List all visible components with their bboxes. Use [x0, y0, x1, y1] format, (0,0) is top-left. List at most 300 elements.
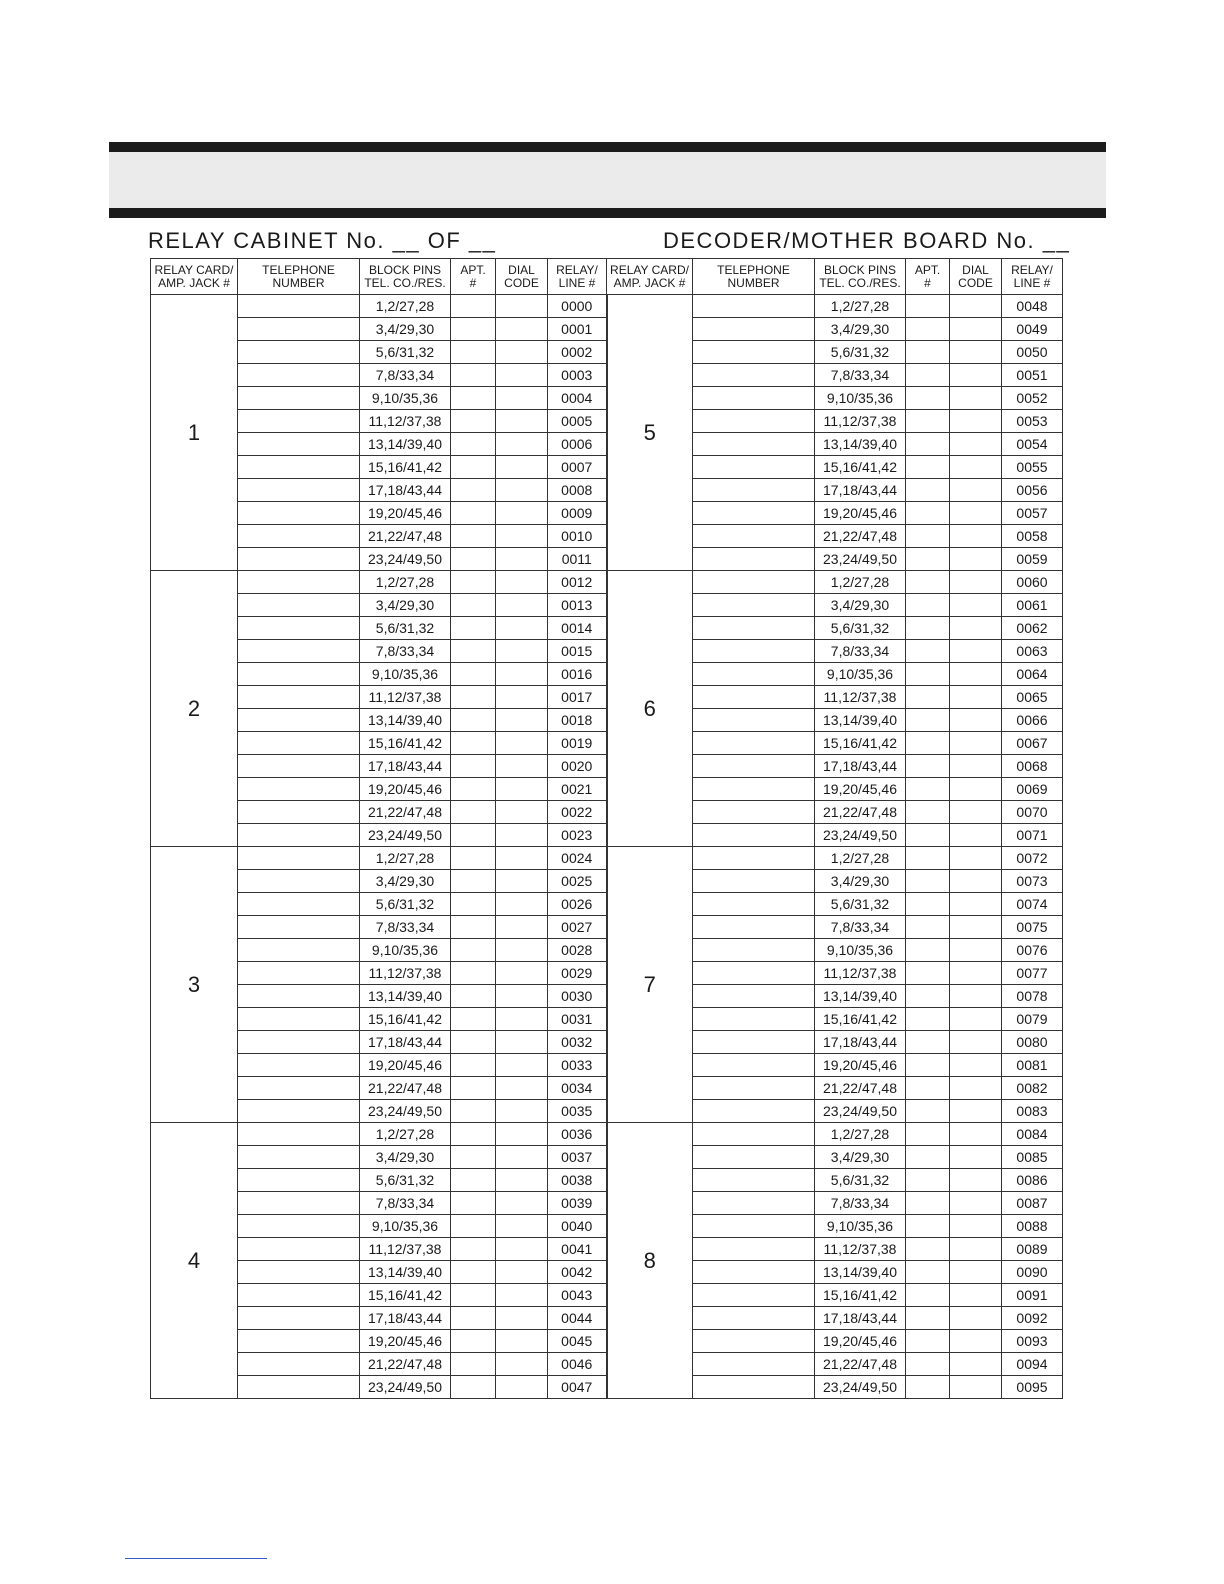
- apt-cell[interactable]: [906, 387, 950, 410]
- block-pins-cell: 19,20/45,46: [815, 502, 906, 525]
- telephone-number-cell[interactable]: [693, 318, 815, 341]
- relay-line-cell: 0071: [1002, 824, 1063, 847]
- apt-cell[interactable]: [906, 1215, 950, 1238]
- apt-cell[interactable]: [451, 318, 496, 341]
- apt-cell[interactable]: [451, 341, 496, 364]
- telephone-number-cell[interactable]: [238, 1031, 360, 1054]
- dial-code-cell[interactable]: [950, 755, 1002, 778]
- dial-code-cell[interactable]: [950, 341, 1002, 364]
- apt-cell[interactable]: [451, 456, 496, 479]
- dial-code-cell[interactable]: [496, 893, 548, 916]
- apt-cell[interactable]: [451, 1077, 496, 1100]
- dial-code-cell[interactable]: [950, 893, 1002, 916]
- apt-cell[interactable]: [451, 801, 496, 824]
- dial-code-cell[interactable]: [496, 1376, 548, 1399]
- telephone-number-cell[interactable]: [693, 1353, 815, 1376]
- apt-cell[interactable]: [906, 663, 950, 686]
- telephone-number-cell[interactable]: [238, 548, 360, 571]
- block-pins-cell: 19,20/45,46: [360, 1054, 451, 1077]
- apt-cell[interactable]: [451, 939, 496, 962]
- apt-cell[interactable]: [906, 525, 950, 548]
- dial-code-cell[interactable]: [496, 939, 548, 962]
- telephone-number-cell[interactable]: [238, 939, 360, 962]
- apt-cell[interactable]: [906, 755, 950, 778]
- apt-cell[interactable]: [906, 318, 950, 341]
- telephone-number-cell[interactable]: [693, 617, 815, 640]
- dial-code-cell[interactable]: [496, 824, 548, 847]
- telephone-number-cell[interactable]: [693, 341, 815, 364]
- dial-code-cell[interactable]: [950, 456, 1002, 479]
- apt-cell[interactable]: [451, 709, 496, 732]
- telephone-number-cell[interactable]: [693, 1284, 815, 1307]
- telephone-number-cell[interactable]: [693, 1238, 815, 1261]
- relay-line-cell: 0079: [1002, 1008, 1063, 1031]
- apt-cell[interactable]: [451, 985, 496, 1008]
- telephone-number-cell[interactable]: [693, 893, 815, 916]
- apt-cell[interactable]: [906, 594, 950, 617]
- telephone-number-cell[interactable]: [693, 1376, 815, 1399]
- dial-code-cell[interactable]: [496, 1169, 548, 1192]
- telephone-number-cell[interactable]: [238, 525, 360, 548]
- telephone-number-cell[interactable]: [238, 962, 360, 985]
- dial-code-cell[interactable]: [950, 663, 1002, 686]
- dial-code-cell[interactable]: [496, 1330, 548, 1353]
- telephone-number-cell[interactable]: [238, 410, 360, 433]
- telephone-number-cell[interactable]: [238, 985, 360, 1008]
- apt-cell[interactable]: [451, 617, 496, 640]
- dial-code-cell[interactable]: [496, 732, 548, 755]
- dial-code-cell[interactable]: [496, 364, 548, 387]
- dial-code-cell[interactable]: [950, 525, 1002, 548]
- apt-cell[interactable]: [906, 1330, 950, 1353]
- telephone-number-cell[interactable]: [693, 847, 815, 870]
- apt-cell[interactable]: [451, 755, 496, 778]
- dial-code-cell[interactable]: [496, 1307, 548, 1330]
- dial-code-cell[interactable]: [496, 456, 548, 479]
- telephone-number-cell[interactable]: [238, 479, 360, 502]
- apt-cell[interactable]: [906, 847, 950, 870]
- telephone-number-cell[interactable]: [238, 387, 360, 410]
- apt-cell[interactable]: [451, 1169, 496, 1192]
- telephone-number-cell[interactable]: [238, 1008, 360, 1031]
- apt-cell[interactable]: [906, 686, 950, 709]
- telephone-number-cell[interactable]: [693, 824, 815, 847]
- dial-code-cell[interactable]: [950, 686, 1002, 709]
- apt-cell[interactable]: [451, 548, 496, 571]
- dial-code-cell[interactable]: [496, 1100, 548, 1123]
- dial-code-cell[interactable]: [496, 686, 548, 709]
- dial-code-cell[interactable]: [950, 1261, 1002, 1284]
- apt-cell[interactable]: [906, 571, 950, 594]
- apt-cell[interactable]: [906, 640, 950, 663]
- dial-code-cell[interactable]: [950, 1054, 1002, 1077]
- telephone-number-cell[interactable]: [693, 1008, 815, 1031]
- telephone-number-cell[interactable]: [238, 1307, 360, 1330]
- dial-code-cell[interactable]: [496, 778, 548, 801]
- apt-cell[interactable]: [451, 824, 496, 847]
- telephone-number-cell[interactable]: [693, 1146, 815, 1169]
- apt-cell[interactable]: [451, 1330, 496, 1353]
- apt-cell[interactable]: [906, 1376, 950, 1399]
- apt-cell[interactable]: [451, 1008, 496, 1031]
- telephone-number-cell[interactable]: [693, 962, 815, 985]
- apt-cell[interactable]: [451, 1307, 496, 1330]
- dial-code-cell[interactable]: [950, 916, 1002, 939]
- apt-cell[interactable]: [906, 709, 950, 732]
- telephone-number-cell[interactable]: [693, 663, 815, 686]
- apt-cell[interactable]: [451, 778, 496, 801]
- apt-cell[interactable]: [906, 548, 950, 571]
- dial-code-cell[interactable]: [950, 295, 1002, 318]
- apt-cell[interactable]: [906, 433, 950, 456]
- telephone-number-cell[interactable]: [238, 1100, 360, 1123]
- telephone-number-cell[interactable]: [238, 341, 360, 364]
- telephone-number-cell[interactable]: [238, 663, 360, 686]
- dial-code-cell[interactable]: [496, 479, 548, 502]
- relay-line-cell: 0087: [1002, 1192, 1063, 1215]
- dial-code-cell[interactable]: [496, 1077, 548, 1100]
- telephone-number-cell[interactable]: [238, 1238, 360, 1261]
- apt-cell[interactable]: [906, 1169, 950, 1192]
- dial-code-cell[interactable]: [950, 594, 1002, 617]
- dial-code-cell[interactable]: [496, 594, 548, 617]
- apt-cell[interactable]: [906, 778, 950, 801]
- apt-cell[interactable]: [906, 617, 950, 640]
- apt-cell[interactable]: [451, 732, 496, 755]
- telephone-number-cell[interactable]: [693, 755, 815, 778]
- telephone-number-cell[interactable]: [238, 1261, 360, 1284]
- apt-cell[interactable]: [906, 1123, 950, 1146]
- dial-code-cell[interactable]: [496, 433, 548, 456]
- dial-code-cell[interactable]: [496, 410, 548, 433]
- dial-code-cell[interactable]: [496, 617, 548, 640]
- telephone-number-cell[interactable]: [238, 1169, 360, 1192]
- dial-code-cell[interactable]: [496, 295, 548, 318]
- dial-code-cell[interactable]: [950, 939, 1002, 962]
- apt-cell[interactable]: [451, 571, 496, 594]
- dial-code-cell[interactable]: [496, 847, 548, 870]
- dial-code-cell[interactable]: [496, 1284, 548, 1307]
- apt-cell[interactable]: [906, 479, 950, 502]
- telephone-number-cell[interactable]: [238, 916, 360, 939]
- apt-cell[interactable]: [451, 1031, 496, 1054]
- apt-cell[interactable]: [906, 341, 950, 364]
- telephone-number-cell[interactable]: [238, 686, 360, 709]
- telephone-number-cell[interactable]: [693, 1192, 815, 1215]
- telephone-number-cell[interactable]: [693, 571, 815, 594]
- dial-code-cell[interactable]: [496, 1008, 548, 1031]
- apt-cell[interactable]: [906, 1261, 950, 1284]
- apt-cell[interactable]: [906, 1284, 950, 1307]
- dial-code-cell[interactable]: [950, 1353, 1002, 1376]
- dial-code-cell[interactable]: [496, 640, 548, 663]
- dial-code-cell[interactable]: [950, 847, 1002, 870]
- dial-code-cell[interactable]: [950, 1077, 1002, 1100]
- telephone-number-cell[interactable]: [238, 1215, 360, 1238]
- telephone-number-cell[interactable]: [238, 1330, 360, 1353]
- telephone-number-cell[interactable]: [693, 686, 815, 709]
- apt-cell[interactable]: [451, 1146, 496, 1169]
- telephone-number-cell[interactable]: [693, 1261, 815, 1284]
- dial-code-cell[interactable]: [950, 1307, 1002, 1330]
- apt-cell[interactable]: [451, 364, 496, 387]
- dial-code-cell[interactable]: [496, 1238, 548, 1261]
- dial-code-cell[interactable]: [950, 1238, 1002, 1261]
- apt-cell[interactable]: [906, 1100, 950, 1123]
- apt-cell[interactable]: [451, 1192, 496, 1215]
- telephone-number-cell[interactable]: [238, 1054, 360, 1077]
- apt-cell[interactable]: [906, 939, 950, 962]
- apt-cell[interactable]: [451, 1353, 496, 1376]
- apt-cell[interactable]: [451, 525, 496, 548]
- apt-cell[interactable]: [906, 916, 950, 939]
- dial-code-cell[interactable]: [496, 916, 548, 939]
- telephone-number-cell[interactable]: [693, 870, 815, 893]
- dial-code-cell[interactable]: [496, 1054, 548, 1077]
- telephone-number-cell[interactable]: [238, 594, 360, 617]
- apt-cell[interactable]: [906, 295, 950, 318]
- dial-code-cell[interactable]: [950, 870, 1002, 893]
- dial-code-cell[interactable]: [950, 1169, 1002, 1192]
- apt-cell[interactable]: [906, 1077, 950, 1100]
- apt-cell[interactable]: [451, 916, 496, 939]
- telephone-number-cell[interactable]: [693, 479, 815, 502]
- apt-cell[interactable]: [451, 663, 496, 686]
- apt-cell[interactable]: [451, 594, 496, 617]
- apt-cell[interactable]: [906, 456, 950, 479]
- dial-code-cell[interactable]: [950, 1215, 1002, 1238]
- telephone-number-cell[interactable]: [693, 1169, 815, 1192]
- dial-code-cell[interactable]: [950, 502, 1002, 525]
- dial-code-cell[interactable]: [496, 571, 548, 594]
- dial-code-cell[interactable]: [496, 709, 548, 732]
- dial-code-cell[interactable]: [950, 1192, 1002, 1215]
- apt-cell[interactable]: [906, 824, 950, 847]
- telephone-number-cell[interactable]: [693, 364, 815, 387]
- header-line: LINE #: [558, 275, 596, 290]
- telephone-number-cell[interactable]: [238, 709, 360, 732]
- telephone-number-cell[interactable]: [693, 525, 815, 548]
- apt-cell[interactable]: [451, 1054, 496, 1077]
- telephone-number-cell[interactable]: [693, 594, 815, 617]
- telephone-number-cell[interactable]: [693, 433, 815, 456]
- apt-cell[interactable]: [906, 1238, 950, 1261]
- dial-code-cell[interactable]: [496, 755, 548, 778]
- dial-code-cell[interactable]: [950, 732, 1002, 755]
- dial-code-cell[interactable]: [950, 548, 1002, 571]
- telephone-number-cell[interactable]: [238, 433, 360, 456]
- dial-code-cell[interactable]: [496, 502, 548, 525]
- telephone-number-cell[interactable]: [238, 456, 360, 479]
- apt-cell[interactable]: [906, 1031, 950, 1054]
- relay-line-cell: 0091: [1002, 1284, 1063, 1307]
- apt-cell[interactable]: [451, 1376, 496, 1399]
- apt-cell[interactable]: [451, 387, 496, 410]
- apt-cell[interactable]: [906, 1146, 950, 1169]
- apt-cell[interactable]: [906, 1353, 950, 1376]
- block-pins-cell: 17,18/43,44: [360, 1307, 451, 1330]
- apt-cell[interactable]: [451, 893, 496, 916]
- telephone-number-cell[interactable]: [238, 801, 360, 824]
- apt-cell[interactable]: [906, 1054, 950, 1077]
- telephone-number-cell[interactable]: [693, 410, 815, 433]
- table-row: [151, 847, 1063, 870]
- apt-cell[interactable]: [451, 479, 496, 502]
- telephone-number-cell[interactable]: [238, 364, 360, 387]
- apt-cell[interactable]: [906, 1307, 950, 1330]
- dial-code-cell[interactable]: [950, 1100, 1002, 1123]
- telephone-number-cell[interactable]: [238, 502, 360, 525]
- telephone-number-cell[interactable]: [693, 778, 815, 801]
- dial-code-cell[interactable]: [950, 1123, 1002, 1146]
- dial-code-cell[interactable]: [496, 341, 548, 364]
- apt-cell[interactable]: [451, 870, 496, 893]
- dial-code-cell[interactable]: [950, 364, 1002, 387]
- apt-cell[interactable]: [906, 410, 950, 433]
- dial-code-cell[interactable]: [950, 1031, 1002, 1054]
- dial-code-cell[interactable]: [496, 962, 548, 985]
- telephone-number-cell[interactable]: [238, 1353, 360, 1376]
- apt-cell[interactable]: [906, 1192, 950, 1215]
- telephone-number-cell[interactable]: [238, 824, 360, 847]
- telephone-number-cell[interactable]: [693, 548, 815, 571]
- telephone-number-cell[interactable]: [693, 1330, 815, 1353]
- apt-cell[interactable]: [906, 732, 950, 755]
- telephone-number-cell[interactable]: [693, 295, 815, 318]
- apt-cell[interactable]: [451, 1123, 496, 1146]
- telephone-number-cell[interactable]: [238, 571, 360, 594]
- dial-code-cell[interactable]: [496, 870, 548, 893]
- telephone-number-cell[interactable]: [238, 755, 360, 778]
- dial-code-cell[interactable]: [496, 985, 548, 1008]
- telephone-number-cell[interactable]: [238, 893, 360, 916]
- dial-code-cell[interactable]: [496, 663, 548, 686]
- dial-code-cell[interactable]: [950, 617, 1002, 640]
- dial-code-cell[interactable]: [496, 801, 548, 824]
- telephone-number-cell[interactable]: [693, 502, 815, 525]
- telephone-number-cell[interactable]: [238, 1192, 360, 1215]
- dial-code-cell[interactable]: [496, 387, 548, 410]
- apt-cell[interactable]: [451, 410, 496, 433]
- block-pins-cell: 15,16/41,42: [815, 1284, 906, 1307]
- telephone-number-cell[interactable]: [238, 870, 360, 893]
- telephone-number-cell[interactable]: [693, 1054, 815, 1077]
- apt-cell[interactable]: [451, 1238, 496, 1261]
- dial-code-cell[interactable]: [950, 1284, 1002, 1307]
- apt-cell[interactable]: [451, 1215, 496, 1238]
- telephone-number-cell[interactable]: [693, 640, 815, 663]
- dial-code-cell[interactable]: [950, 1376, 1002, 1399]
- telephone-number-cell[interactable]: [238, 318, 360, 341]
- telephone-number-cell[interactable]: [693, 1077, 815, 1100]
- telephone-number-cell[interactable]: [693, 732, 815, 755]
- apt-cell[interactable]: [906, 1008, 950, 1031]
- dial-code-cell[interactable]: [950, 479, 1002, 502]
- dial-code-cell[interactable]: [496, 1261, 548, 1284]
- telephone-number-cell[interactable]: [693, 1123, 815, 1146]
- apt-cell[interactable]: [451, 502, 496, 525]
- dial-code-cell[interactable]: [950, 778, 1002, 801]
- telephone-number-cell[interactable]: [693, 1031, 815, 1054]
- block-pins-cell: 17,18/43,44: [815, 1031, 906, 1054]
- apt-cell[interactable]: [451, 1100, 496, 1123]
- telephone-number-cell[interactable]: [693, 709, 815, 732]
- relay-card-cell: 7: [607, 847, 693, 1123]
- apt-cell[interactable]: [451, 1261, 496, 1284]
- apt-cell[interactable]: [451, 847, 496, 870]
- dial-code-cell[interactable]: [950, 433, 1002, 456]
- dial-code-cell[interactable]: [950, 801, 1002, 824]
- telephone-number-cell[interactable]: [693, 939, 815, 962]
- apt-cell[interactable]: [906, 893, 950, 916]
- telephone-number-cell[interactable]: [693, 801, 815, 824]
- dial-code-cell[interactable]: [950, 318, 1002, 341]
- telephone-number-cell[interactable]: [238, 1376, 360, 1399]
- dial-code-cell[interactable]: [950, 985, 1002, 1008]
- dial-code-cell[interactable]: [496, 1031, 548, 1054]
- telephone-number-cell[interactable]: [693, 456, 815, 479]
- dial-code-cell[interactable]: [950, 962, 1002, 985]
- telephone-number-cell[interactable]: [693, 985, 815, 1008]
- dial-code-cell[interactable]: [950, 709, 1002, 732]
- telephone-number-cell[interactable]: [238, 1146, 360, 1169]
- dial-code-cell[interactable]: [496, 1123, 548, 1146]
- apt-cell[interactable]: [451, 1284, 496, 1307]
- dial-code-cell[interactable]: [496, 1353, 548, 1376]
- dial-code-cell[interactable]: [950, 1330, 1002, 1353]
- dial-code-cell[interactable]: [950, 1008, 1002, 1031]
- apt-cell[interactable]: [906, 502, 950, 525]
- apt-cell[interactable]: [906, 364, 950, 387]
- dial-code-cell[interactable]: [496, 525, 548, 548]
- dial-code-cell[interactable]: [496, 318, 548, 341]
- telephone-number-cell[interactable]: [238, 640, 360, 663]
- dial-code-cell[interactable]: [496, 1146, 548, 1169]
- apt-cell[interactable]: [451, 433, 496, 456]
- dial-code-cell[interactable]: [496, 548, 548, 571]
- dial-code-cell[interactable]: [496, 1192, 548, 1215]
- telephone-number-cell[interactable]: [238, 732, 360, 755]
- telephone-number-cell[interactable]: [238, 778, 360, 801]
- apt-cell[interactable]: [906, 985, 950, 1008]
- dial-code-cell[interactable]: [950, 640, 1002, 663]
- apt-cell[interactable]: [906, 870, 950, 893]
- apt-cell[interactable]: [451, 295, 496, 318]
- dial-code-cell[interactable]: [950, 1146, 1002, 1169]
- telephone-number-cell[interactable]: [693, 1100, 815, 1123]
- telephone-number-cell[interactable]: [238, 847, 360, 870]
- telephone-number-cell[interactable]: [693, 1307, 815, 1330]
- dial-code-cell[interactable]: [950, 571, 1002, 594]
- telephone-number-cell[interactable]: [238, 1284, 360, 1307]
- dial-code-cell[interactable]: [950, 824, 1002, 847]
- telephone-number-cell[interactable]: [693, 387, 815, 410]
- apt-cell[interactable]: [451, 686, 496, 709]
- apt-cell[interactable]: [906, 962, 950, 985]
- telephone-number-cell[interactable]: [693, 1215, 815, 1238]
- telephone-number-cell[interactable]: [693, 916, 815, 939]
- dial-code-cell[interactable]: [950, 410, 1002, 433]
- telephone-number-cell[interactable]: [238, 1123, 360, 1146]
- telephone-number-cell[interactable]: [238, 295, 360, 318]
- dial-code-cell[interactable]: [496, 1215, 548, 1238]
- apt-cell[interactable]: [906, 801, 950, 824]
- apt-cell[interactable]: [451, 962, 496, 985]
- telephone-number-cell[interactable]: [238, 1077, 360, 1100]
- dial-code-cell[interactable]: [950, 387, 1002, 410]
- apt-cell[interactable]: [451, 640, 496, 663]
- telephone-number-cell[interactable]: [238, 617, 360, 640]
